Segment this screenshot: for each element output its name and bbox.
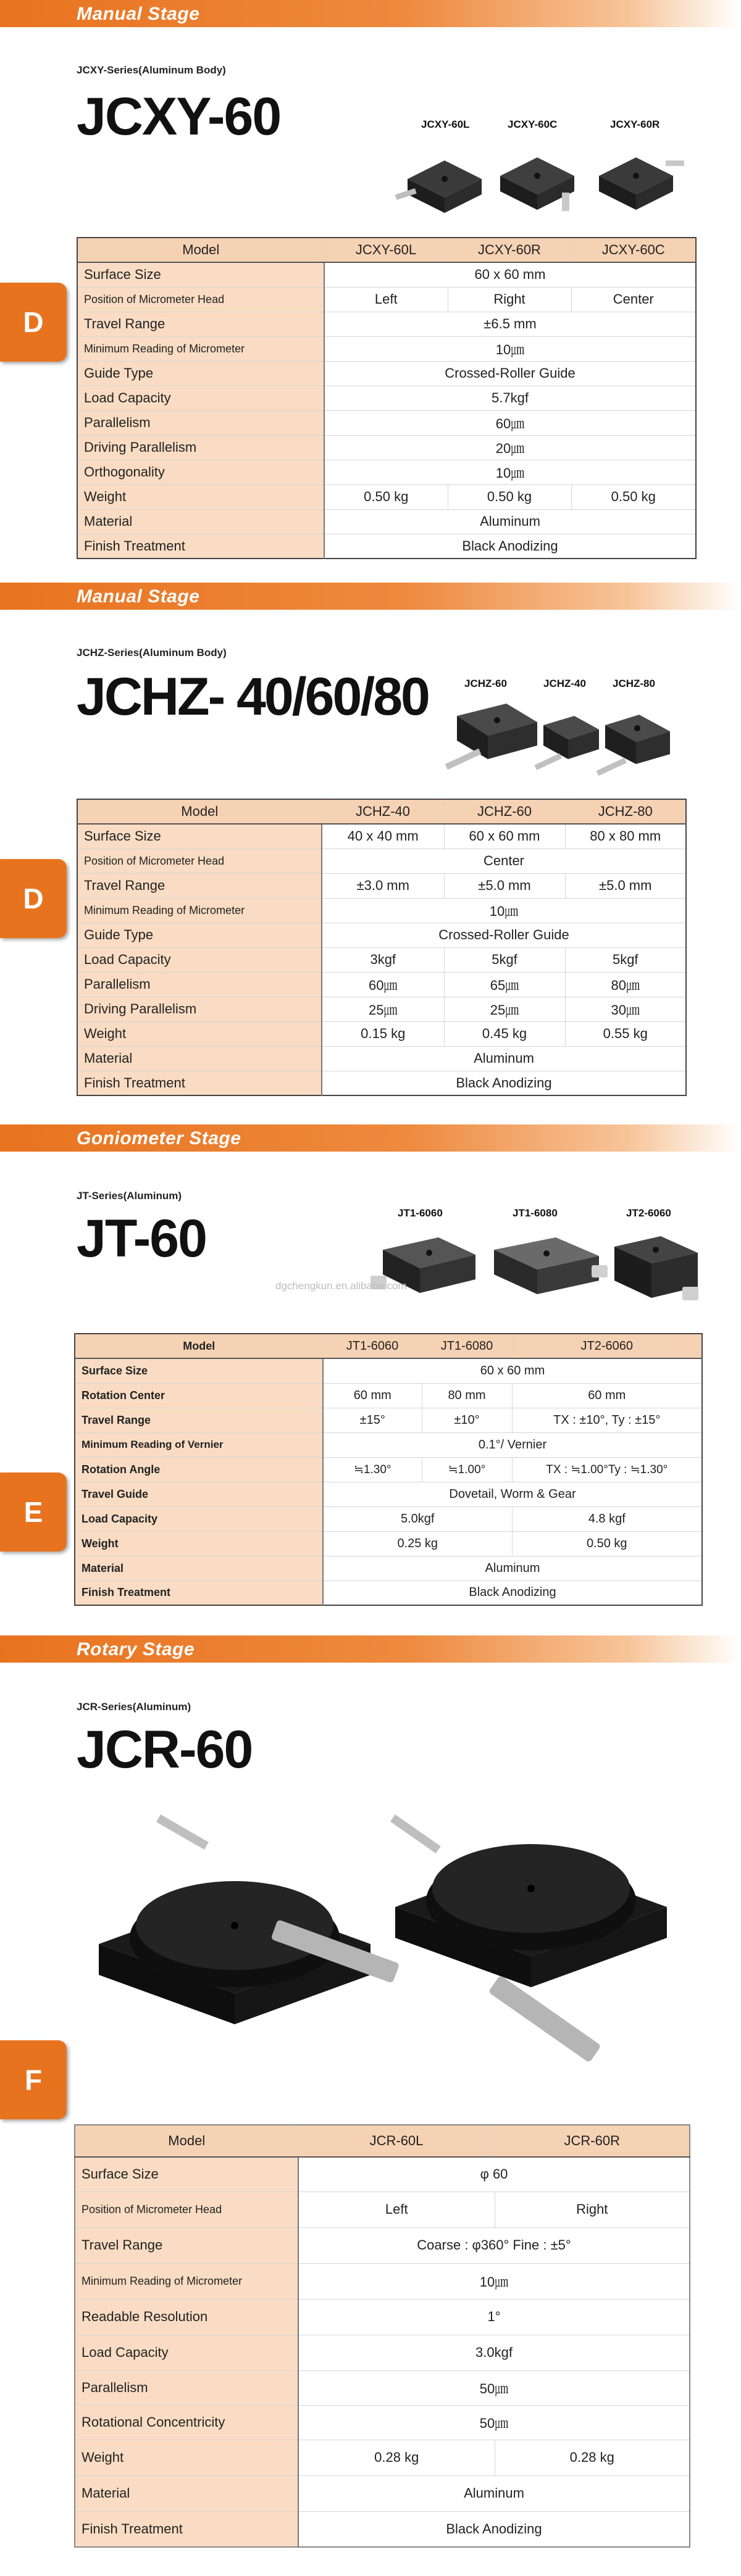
value-cell: 40 x 40 mm [322, 824, 444, 849]
table-row [77, 262, 696, 287]
value-cell: 0.1°/ Vernier [323, 1432, 702, 1457]
row-label: Load Capacity [75, 2335, 298, 2370]
row-label: Surface Size [77, 824, 322, 849]
header-cell: JT1-6080 [422, 1334, 512, 1358]
value-cell: 0.25 kg [323, 1531, 512, 1556]
row-label: Driving Parallelism [77, 997, 322, 1021]
table-row [75, 2335, 690, 2370]
table-row [77, 509, 696, 534]
table-row [75, 2263, 690, 2299]
spec-table-jchz [77, 799, 687, 1096]
row-label: Position of Micrometer Head [77, 287, 324, 312]
product-label: JCHZ-60 [464, 678, 507, 689]
table-row [77, 1071, 686, 1095]
value-cell: 80 x 80 mm [565, 824, 686, 849]
row-label: Orthogonality [77, 460, 324, 484]
spec-table-jcr [74, 2124, 690, 2548]
row-label: Surface Size [77, 262, 324, 287]
table-row [77, 534, 696, 559]
row-label: Finish Treatment [77, 1071, 322, 1095]
goniometer-jt2-6060 [614, 1236, 698, 1300]
series-label: JCXY-Series(Aluminum Body) [77, 64, 226, 76]
table-row [77, 410, 696, 435]
row-label: Position of Micrometer Head [75, 2192, 298, 2227]
row-label: Surface Size [75, 1358, 323, 1383]
header-cell: JT2-6060 [512, 1334, 702, 1358]
section-banner-rotary-stage [0, 1635, 741, 1663]
section-tab-d: D [0, 859, 67, 938]
model-title: JT-60 [77, 1209, 206, 1268]
model-title: JCHZ- 40/60/80 [77, 667, 429, 726]
value-cell: Aluminum [298, 2475, 690, 2511]
row-label: Weight [77, 1021, 322, 1046]
value-cell: ±15° [323, 1408, 422, 1432]
table-row [75, 1531, 702, 1556]
table-row [77, 287, 696, 312]
table-row [75, 2157, 690, 2192]
row-label: Weight [75, 1531, 323, 1556]
table-row [75, 2370, 690, 2405]
header-cell: JCXY-60C [571, 238, 696, 262]
header-cell: JCHZ-80 [565, 799, 686, 824]
value-cell: Black Anodizing [298, 2511, 690, 2547]
value-cell: Black Anodizing [323, 1581, 702, 1605]
value-cell: 65㎛ [444, 972, 565, 997]
model-title: JCXY-60 [77, 87, 281, 146]
value-cell: 80㎛ [565, 972, 686, 997]
value-cell: 3.0kgf [298, 2335, 690, 2370]
table-row [77, 1046, 686, 1071]
table-row [75, 2475, 690, 2511]
row-label: Material [75, 2475, 298, 2511]
product-photo-jcr [74, 1790, 692, 2080]
value-cell: 0.28 kg [495, 2440, 690, 2475]
table-row [77, 460, 696, 484]
table-row [75, 2192, 690, 2227]
row-label: Surface Size [75, 2157, 298, 2192]
header-cell: Model [77, 799, 322, 824]
product-label: JCHZ-80 [613, 678, 655, 689]
table-row [77, 947, 686, 972]
value-cell: 50㎛ [298, 2405, 690, 2440]
row-label: Guide Type [77, 361, 324, 386]
table-row [77, 435, 696, 460]
value-cell: Left [298, 2192, 495, 2227]
row-label: Travel Guide [75, 1482, 323, 1506]
row-label: Minimum Reading of Vernier [75, 1432, 323, 1457]
row-label: Parallelism [77, 972, 322, 997]
row-label: Weight [77, 484, 324, 509]
value-cell: 10㎛ [298, 2263, 690, 2299]
value-cell: 30㎛ [565, 997, 686, 1021]
row-label: Rotation Angle [75, 1457, 323, 1482]
value-cell: ±10° [422, 1408, 512, 1432]
product-label: JCXY-60L [421, 118, 470, 130]
row-label: Material [77, 1046, 322, 1071]
table-row [75, 2511, 690, 2547]
value-cell: Aluminum [323, 1556, 702, 1581]
row-label: Guide Type [77, 923, 322, 947]
value-cell: ≒1.30° [323, 1457, 422, 1482]
table-row [75, 1408, 702, 1432]
value-cell: 5.0kgf [323, 1506, 512, 1531]
header-cell: JCR-60R [495, 2125, 690, 2157]
row-label: Load Capacity [77, 386, 324, 410]
value-cell: Black Anodizing [324, 534, 696, 559]
goniometer-jt1-6080 [494, 1237, 608, 1294]
row-label: Travel Range [75, 1408, 323, 1432]
value-cell: 60㎛ [324, 410, 696, 435]
stage-jcxy-60l [395, 160, 482, 213]
value-cell: 5.7kgf [324, 386, 696, 410]
row-label: Rotational Concentricity [75, 2405, 298, 2440]
value-cell: 0.50 kg [571, 484, 696, 509]
value-cell: 4.8 kgf [512, 1506, 702, 1531]
product-photo-jt [371, 1225, 704, 1311]
banner-title: Manual Stage [77, 586, 200, 607]
series-label: JCHZ-Series(Aluminum Body) [77, 647, 227, 659]
table-header-row [75, 2125, 690, 2157]
section-tab-e: E [0, 1473, 67, 1552]
row-label: Material [77, 509, 324, 534]
product-label: JT1-6060 [398, 1207, 443, 1219]
row-label: Minimum Reading of Micrometer [77, 336, 324, 361]
table-header-row [75, 1334, 702, 1358]
row-label: Parallelism [77, 410, 324, 435]
stage-jcxy-60c [500, 157, 574, 211]
table-row [77, 923, 686, 947]
rotary-stage-jcr-60l [99, 1814, 400, 2024]
section-banner-manual-stage [0, 583, 741, 610]
value-cell: 80 mm [422, 1383, 512, 1408]
row-label: Parallelism [75, 2370, 298, 2405]
header-cell: JCHZ-60 [444, 799, 565, 824]
value-cell: Center [322, 849, 686, 873]
value-cell: 0.15 kg [322, 1021, 444, 1046]
row-label: Travel Range [77, 312, 324, 336]
row-label: Minimum Reading of Micrometer [75, 2263, 298, 2299]
series-label: JT-Series(Aluminum) [77, 1190, 182, 1202]
section-banner-manual-stage [0, 0, 741, 27]
table-row [77, 361, 696, 386]
value-cell: 60㎛ [322, 972, 444, 997]
table-row [77, 849, 686, 873]
rotary-stage-jcr-60r [390, 1814, 667, 2063]
stage-jcxy-60r [599, 157, 684, 210]
table-row [75, 1556, 702, 1581]
row-label: Travel Range [77, 873, 322, 898]
section-banner-goniometer-stage [0, 1124, 741, 1152]
banner-title: Rotary Stage [77, 1639, 195, 1660]
table-row [75, 1581, 702, 1605]
value-cell: 10㎛ [324, 336, 696, 361]
table-row [75, 2405, 690, 2440]
value-cell: Right [495, 2192, 690, 2227]
table-row [75, 1482, 702, 1506]
value-cell: 5kgf [444, 947, 565, 972]
banner-title: Manual Stage [77, 4, 200, 24]
model-title: JCR-60 [77, 1720, 253, 1779]
table-row [75, 2227, 690, 2263]
value-cell: ≒1.00° [422, 1457, 512, 1482]
table-row [75, 2440, 690, 2475]
product-label: JCXY-60C [508, 118, 558, 130]
value-cell: 60 x 60 mm [444, 824, 565, 849]
table-header-row [77, 799, 686, 824]
value-cell: 20㎛ [324, 435, 696, 460]
series-label: JCR-Series(Aluminum) [77, 1701, 191, 1713]
table-row [77, 484, 696, 509]
stage-jchz-40 [534, 716, 599, 770]
table-row [77, 997, 686, 1021]
value-cell: ±6.5 mm [324, 312, 696, 336]
value-cell: 0.28 kg [298, 2440, 495, 2475]
table-header-row [77, 238, 696, 262]
value-cell: 5kgf [565, 947, 686, 972]
value-cell: 25㎛ [322, 997, 444, 1021]
product-label: JCHZ-40 [543, 678, 586, 689]
header-cell: JCR-60L [298, 2125, 495, 2157]
watermark-text: dgchengkun.en.alibaba.com [275, 1280, 407, 1292]
value-cell: Aluminum [324, 509, 696, 534]
table-row [77, 972, 686, 997]
value-cell: 60 x 60 mm [323, 1358, 702, 1383]
value-cell: ±5.0 mm [444, 873, 565, 898]
table-row [77, 898, 686, 923]
value-cell: Coarse : φ360° Fine : ±5° [298, 2227, 690, 2263]
header-cell: Model [75, 1334, 323, 1358]
value-cell: Crossed-Roller Guide [322, 923, 686, 947]
table-row [77, 824, 686, 849]
row-label: Driving Parallelism [77, 435, 324, 460]
row-label: Readable Resolution [75, 2299, 298, 2335]
value-cell: Crossed-Roller Guide [324, 361, 696, 386]
row-label: Material [75, 1556, 323, 1581]
value-cell: 0.50 kg [448, 484, 571, 509]
value-cell: 10㎛ [322, 898, 686, 923]
value-cell: 0.50 kg [324, 484, 448, 509]
value-cell: Aluminum [322, 1046, 686, 1071]
table-row [75, 2299, 690, 2335]
banner-title: Goniometer Stage [77, 1128, 241, 1149]
value-cell: 10㎛ [324, 460, 696, 484]
value-cell: 0.50 kg [512, 1531, 702, 1556]
table-row [77, 873, 686, 898]
header-cell: Model [75, 2125, 298, 2157]
product-photo-jcxy [395, 136, 685, 216]
row-label: Load Capacity [77, 947, 322, 972]
value-cell: 60 mm [323, 1383, 422, 1408]
table-row [75, 1358, 702, 1383]
value-cell: Dovetail, Worm & Gear [323, 1482, 702, 1506]
row-label: Finish Treatment [77, 534, 324, 559]
value-cell: 1° [298, 2299, 690, 2335]
stage-jchz-60 [445, 704, 537, 770]
value-cell: 0.55 kg [565, 1021, 686, 1046]
value-cell: Left [324, 287, 448, 312]
table-row [75, 1432, 702, 1457]
value-cell: Center [571, 287, 696, 312]
row-label: Travel Range [75, 2227, 298, 2263]
row-label: Position of Micrometer Head [77, 849, 322, 873]
value-cell: 50㎛ [298, 2370, 690, 2405]
spec-table-jt [74, 1333, 703, 1606]
header-cell: JT1-6060 [323, 1334, 422, 1358]
value-cell: 25㎛ [444, 997, 565, 1021]
product-label: JCXY-60R [610, 118, 660, 130]
value-cell: φ 60 [298, 2157, 690, 2192]
section-tab-f: F [0, 2040, 67, 2119]
value-cell: TX : ±10°, Ty : ±15° [512, 1408, 702, 1432]
value-cell: 60 mm [512, 1383, 702, 1408]
stage-jchz-80 [597, 715, 670, 776]
row-label: Minimum Reading of Micrometer [77, 898, 322, 923]
table-row [75, 1457, 702, 1482]
table-row [75, 1383, 702, 1408]
value-cell: ±3.0 mm [322, 873, 444, 898]
header-cell: JCXY-60R [448, 238, 571, 262]
row-label: Load Capacity [75, 1506, 323, 1531]
product-label: JT1-6080 [513, 1207, 558, 1219]
value-cell: TX : ≒1.00°Ty : ≒1.30° [512, 1457, 702, 1482]
table-row [77, 1021, 686, 1046]
value-cell: 0.45 kg [444, 1021, 565, 1046]
row-label: Finish Treatment [75, 1581, 323, 1605]
header-cell: JCXY-60L [324, 238, 448, 262]
table-row [77, 386, 696, 410]
header-cell: Model [77, 238, 324, 262]
value-cell: 60 x 60 mm [324, 262, 696, 287]
header-cell: JCHZ-40 [322, 799, 444, 824]
spec-table-jcxy [77, 237, 697, 559]
table-row [77, 336, 696, 361]
row-label: Rotation Center [75, 1383, 323, 1408]
value-cell: ±5.0 mm [565, 873, 686, 898]
value-cell: 3kgf [322, 947, 444, 972]
value-cell: Black Anodizing [322, 1071, 686, 1095]
product-photo-jchz [432, 697, 679, 784]
section-tab-d: D [0, 283, 67, 362]
table-row [75, 1506, 702, 1531]
product-label: JT2-6060 [626, 1207, 671, 1219]
row-label: Finish Treatment [75, 2511, 298, 2547]
row-label: Weight [75, 2440, 298, 2475]
value-cell: Right [448, 287, 571, 312]
table-row [77, 312, 696, 336]
